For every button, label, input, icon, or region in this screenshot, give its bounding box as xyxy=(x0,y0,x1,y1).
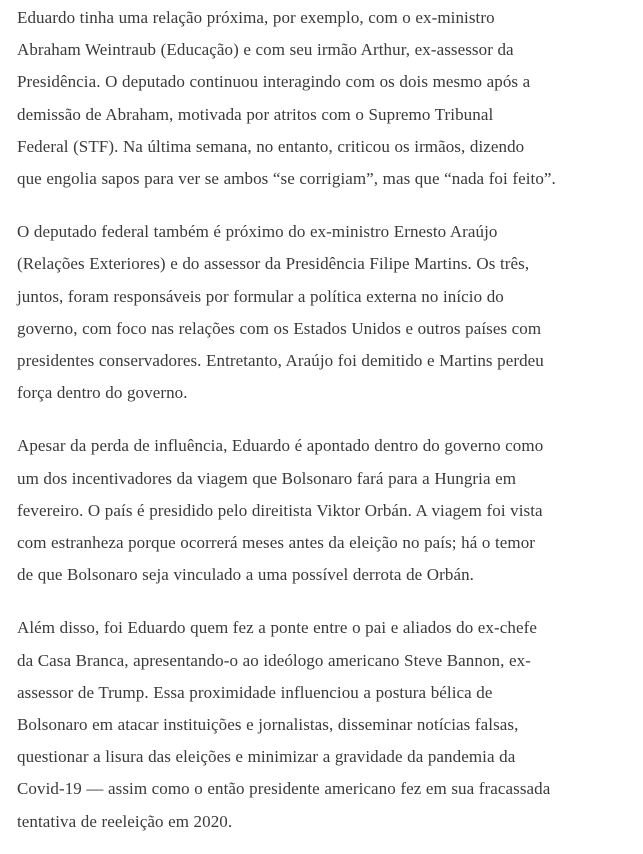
text-line: Eduardo tinha uma relação próxima, por exemplo, com o ex-ministro xyxy=(17,8,495,27)
text-line: de que Bolsonaro seja vinculado a uma possível derrota de Orbán. xyxy=(17,565,475,585)
paragraph-bannon-trump xyxy=(17,612,633,837)
text-line: fevereiro. O país é presidido pelo direitista Viktor Orbán. A viagem foi vista xyxy=(17,500,543,520)
paragraph-araujo-martins xyxy=(17,216,633,409)
text-line: assessor de Trump. Essa proximidade influenciou a postura bélica de xyxy=(17,682,493,702)
text-line: O deputado federal também é próximo do ex-ministro Ernesto Araújo xyxy=(17,222,498,242)
text-line: Abraham Weintraub (Educação) e com seu irmão Arthur, ex-assessor da xyxy=(17,40,514,60)
text-line: tentativa de reeleição em 2020. xyxy=(17,811,233,831)
text-line: governo, com foco nas relações com os Estados Unidos e outros países com xyxy=(17,318,542,338)
text-line: Bolsonaro em atacar instituições e jornalistas, disseminar notícias falsas, xyxy=(17,715,519,735)
text-line: demissão de Abraham, motivada por atritos com o Supremo Tribunal xyxy=(17,104,494,124)
text-line: que engolia sapos para ver se ambos “se corrigiam”, mas que “nada foi feito”. xyxy=(17,169,556,189)
text-line: questionar a lisura das eleições e minimizar a gravidade da pandemia da xyxy=(17,747,516,767)
text-line: Além disso, foi Eduardo quem fez a ponte entre o pai e aliados do ex-chefe xyxy=(17,618,537,638)
text-line: um dos incentivadores da viagem que Bolsonaro fará para a Hungria em xyxy=(17,468,517,488)
text-line: da Casa Branca, apresentando-o ao ideólogo americano Steve Bannon, ex- xyxy=(17,650,531,670)
text-line: (Relações Exteriores) e do assessor da Presidência Filipe Martins. Os três, xyxy=(17,254,530,274)
text-line: juntos, foram responsáveis por formular a política externa no início do xyxy=(17,286,504,306)
paragraph-hungria-viagem xyxy=(17,430,633,591)
text-line: Apesar da perda de influência, Eduardo é apontado dentro do governo como xyxy=(17,436,544,456)
text-line: presidentes conservadores. Entretanto, Araújo foi demitido e Martins perdeu xyxy=(17,351,544,371)
text-line: força dentro do governo. xyxy=(17,383,188,403)
paragraph-eduardo-weintraub xyxy=(17,2,633,195)
text-line: Covid-19 — assim como o então presidente americano fez em sua fracassada xyxy=(17,779,551,799)
text-line: Federal (STF). Na última semana, no entanto, criticou os irmãos, dizendo xyxy=(17,136,525,156)
text-line: Presidência. O deputado continuou interagindo com os dois mesmo após a xyxy=(17,72,531,92)
text-line: com estranheza porque ocorrerá meses antes da eleição no país; há o temor xyxy=(17,533,536,553)
